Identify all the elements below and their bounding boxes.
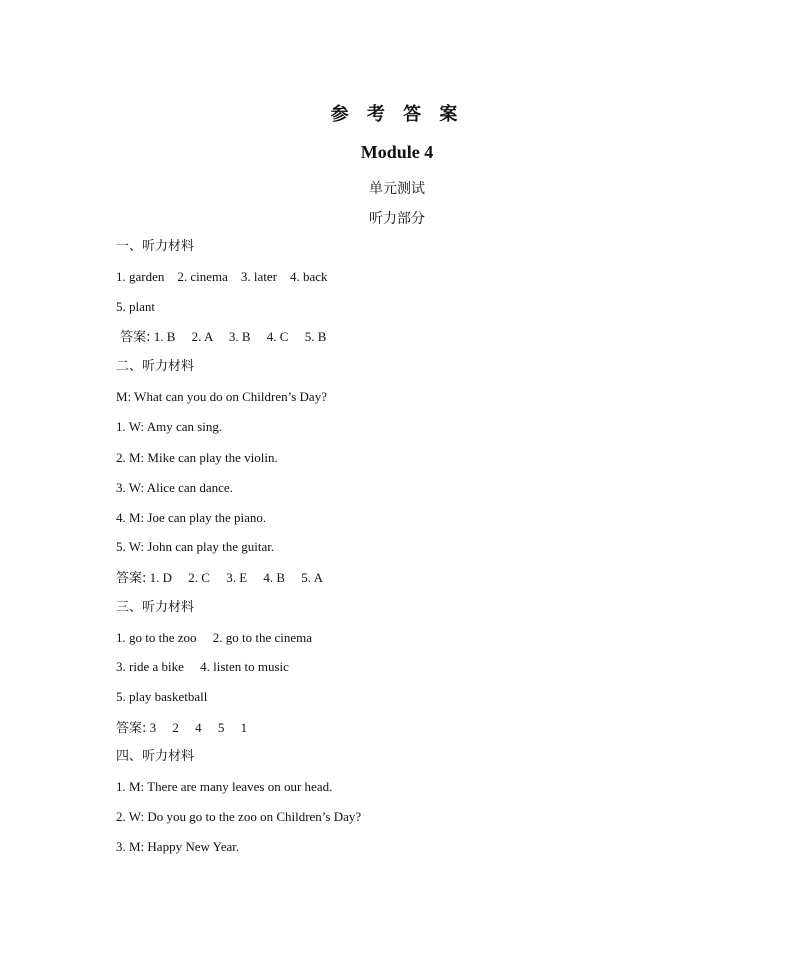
section-3-line-3: 5. play basketball: [116, 689, 208, 704]
section-4-line-1: 1. M: There are many leaves on our head.: [116, 779, 333, 794]
section-2-line-5: 4. M: Joe can play the piano.: [116, 510, 267, 525]
section-4-heading: 四、听力材料: [116, 749, 195, 764]
section-1-line-1: 1. garden 2. cinema 3. later 4. back: [116, 269, 328, 284]
section-2-heading: 二、听力材料: [116, 359, 195, 374]
section-2-line-1: M: What can you do on Children’s Day?: [116, 389, 327, 404]
answer-values: 3 2 4 5 1: [146, 720, 248, 735]
section-2-line-2: 1. W: Amy can sing.: [116, 419, 223, 434]
section-2-line-4: 3. W: Alice can dance.: [116, 480, 233, 495]
section-1-line-2: 5. plant: [116, 299, 155, 314]
section-1-heading: 一、听力材料: [116, 239, 195, 254]
unit-subtitle: 单元测试: [369, 181, 425, 197]
section-4-line-2: 2. W: Do you go to the zoo on Children’s Day?: [116, 809, 362, 824]
section-2-answer: [116, 569, 323, 588]
section-3-answer: [116, 719, 247, 738]
section-1-answer: [116, 328, 326, 347]
section-2-line-6: 5. W: John can play the guitar.: [116, 539, 275, 554]
part-subtitle: 听力部分: [369, 211, 425, 227]
section-2-line-3: 2. M: Mike can play the violin.: [116, 450, 278, 465]
section-3-heading: 三、听力材料: [116, 600, 195, 615]
module-title: Module 4: [360, 142, 434, 162]
section-3-line-1: 1. go to the zoo 2. go to the cinema: [116, 630, 313, 645]
page-title: 参 考 答 案: [330, 104, 464, 125]
answer-label: 答案:: [116, 721, 147, 736]
answer-label: 答案:: [116, 330, 151, 345]
section-3-line-2: 3. ride a bike 4. listen to music: [116, 659, 289, 674]
answer-values: 1. D 2. C 3. E 4. B 5. A: [146, 570, 323, 585]
answer-values: 1. B 2. A 3. B 4. C 5. B: [150, 329, 327, 344]
section-4-line-3: 3. M: Happy New Year.: [116, 839, 240, 854]
answer-label: 答案:: [116, 571, 147, 586]
